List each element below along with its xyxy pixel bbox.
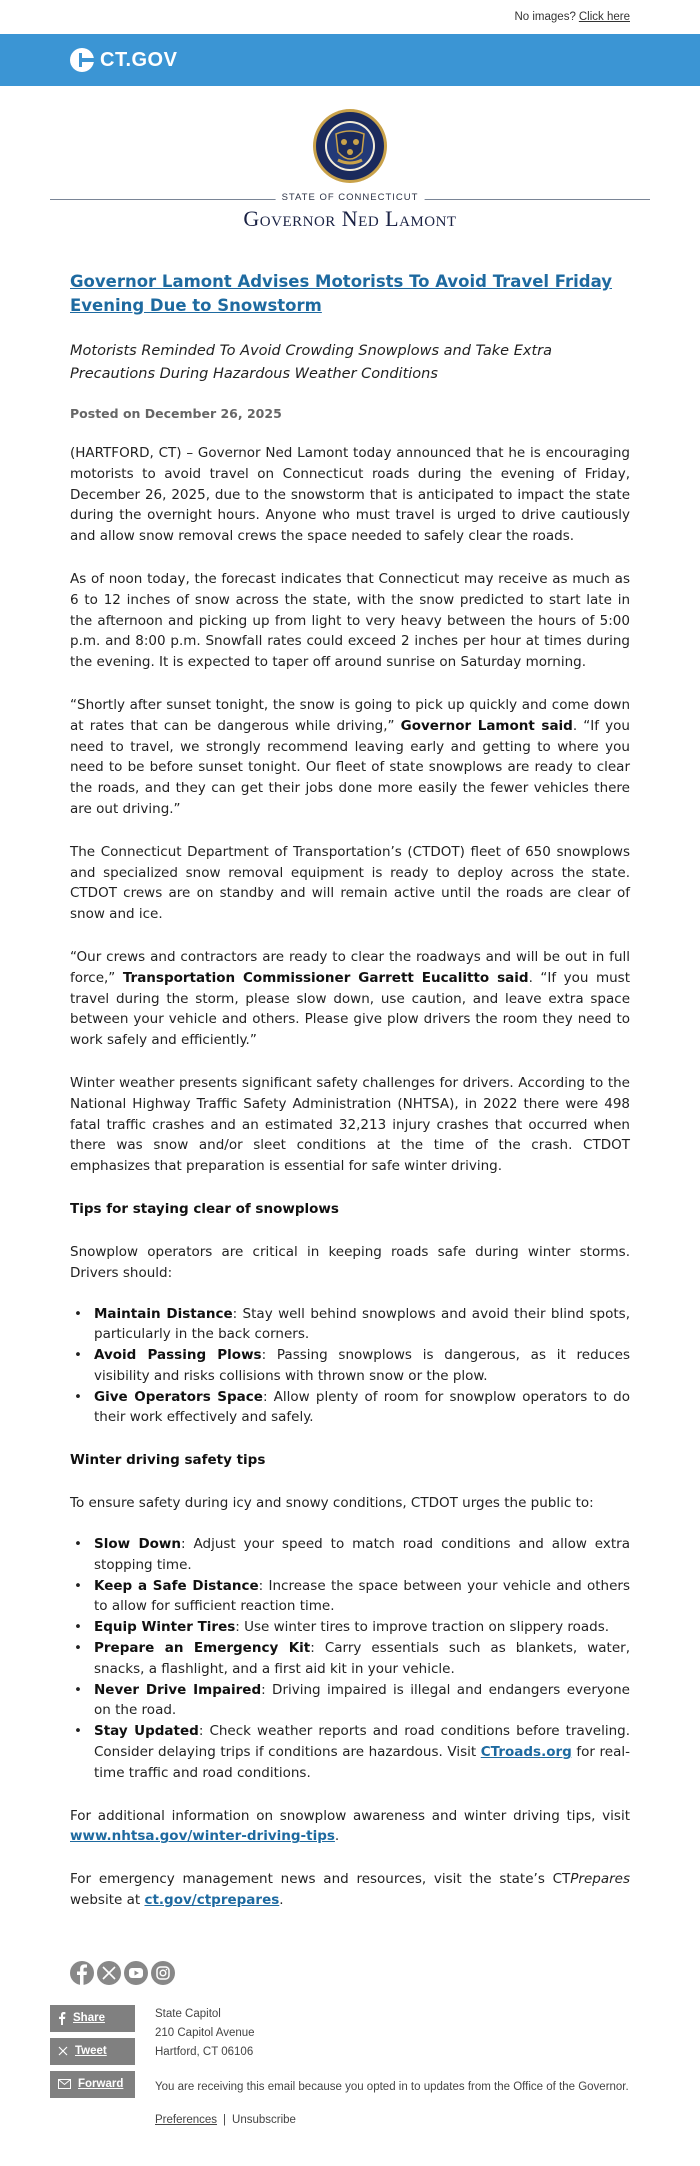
tip-term: Prepare an Emergency Kit [94,1640,311,1657]
section-heading-winter-driving: Winter driving safety tips [70,1452,266,1469]
paragraph-6: Winter weather presents significant safety challenges for drivers. According to the National Highway Traffic Safety Administration (NHTSA), in 2022 there were 498 fatal traffic crashes and an estimated 32,213 injury crashes that occurred when there was snow and/or sleet conditions at the time of the crash. CTDOT emphasizes that preparation is essential for safe winter driving. [70,1074,630,1175]
preheader [0,0,700,34]
footer-links [155,2111,629,2130]
tip-term: Maintain Distance [94,1305,233,1322]
footer [0,2005,700,2160]
tip-text: : Check weather reports and road conditions before traveling. Consider delaying trips if conditions are hazardous. Visit [94,1723,630,1761]
preferences-link[interactable]: Preferences [155,2113,218,2126]
tip-term: Give Operators Space [94,1388,263,1405]
article-subheadline: Motorists Reminded To Avoid Crowding Snowplows and Take Extra Precautions During Hazardous Weather Conditions [70,343,552,382]
unsubscribe-link[interactable]: Unsubscribe [232,2113,296,2126]
paragraph-7 [70,1806,630,1848]
ctprepares-link[interactable]: ct.gov/ctprepares [144,1892,280,1909]
instagram-icon[interactable] [151,1961,175,1985]
no-images-text: No images? [514,11,576,23]
list-item [94,1345,630,1387]
social-icons [0,1961,700,1985]
address-line: 210 Capitol Avenue [155,2026,255,2039]
tip-text: : Adjust your speed to match road conditions and allow extra stopping time. [94,1536,630,1573]
optin-notice: You are receiving this email because you opted in to updates from the Office of the Governor. [155,2080,629,2093]
facebook-icon [58,2011,66,2025]
share-label: Share [73,2012,105,2025]
paragraph-3 [70,695,630,820]
winter-driving-tips-list [70,1534,630,1784]
tip-term: Slow Down [94,1536,182,1553]
tip-term: Stay Updated [94,1723,199,1740]
tip-text: : Stay well behind snowplows and avoid their blind spots, particularly in the back corners. [94,1305,630,1343]
share-button[interactable] [50,2005,135,2032]
tip-text: : Carry essentials such as blankets, water, snacks, a flashlight, and a first aid kit in your vehicle. [94,1640,630,1677]
tweet-button[interactable] [50,2038,135,2065]
tip-term: Equip Winter Tires [94,1619,236,1636]
list-item [94,1638,630,1680]
speaker-governor: Governor Lamont said [400,717,573,734]
section-intro: Snowplow operators are critical in keeping roads safe during winter storms. Drivers should: [70,1243,630,1281]
seal-container [0,86,700,184]
ctprepares-italic: Prepares [570,1871,630,1888]
x-icon [58,2046,68,2056]
forward-button[interactable] [50,2071,135,2098]
list-item [94,1617,630,1638]
ct-gov-logo-text: CT.GOV [100,48,178,71]
quote-text: . “If you must travel during the storm, please slow down, use caution, and leave extra space between your vehicle and others. Please give plow drivers the room they need to work safely and efficiently.” [70,969,631,1049]
governor-title: Governor Ned Lamont [243,206,457,231]
paragraph-5 [70,947,630,1051]
x-icon[interactable] [97,1961,121,1985]
tip-term: Avoid Passing Plows [94,1347,262,1364]
address-line: State Capitol [155,2007,221,2020]
forward-label: Forward [78,2078,124,2091]
article [0,270,700,1911]
speaker-commissioner: Transportation Commissioner Garrett Eucalitto said [122,969,529,986]
info-text: For emergency management news and resources, visit the state’s CT [70,1871,571,1888]
governor-seal-icon [312,108,388,184]
posted-date: Posted on December 26, 2025 [70,406,282,421]
youtube-icon[interactable] [124,1961,148,1985]
tip-text: : Increase the space between your vehicle and others to allow for sufficient reaction time. [94,1577,630,1615]
punctuation: . [334,1828,340,1845]
tip-text: : Passing snowplows is dangerous, as it reduces visibility and risks collisions with thrown snow or the plow. [94,1347,630,1384]
info-text: website at [70,1892,145,1909]
paragraph-8 [70,1869,630,1911]
envelope-icon [58,2079,71,2089]
section-intro: To ensure safety during icy and snowy conditions, CTDOT urges the public to: [70,1495,594,1512]
share-buttons [50,2005,135,2130]
section-heading-snowplow-tips: Tips for staying clear of snowplows [70,1200,339,1217]
click-here-link[interactable]: Click here [578,11,630,23]
tip-text: : Use winter tires to improve traction on slippery roads. [235,1619,610,1636]
paragraph-2: As of noon today, the forecast indicates that Connecticut may receive as much as 6 to 12 inches of snow across the state, with the snow predicted to start late in the afternoon and picking up from light to very heavy between the hours of 5:00 p.m. and 8:00 p.m. Snowfall rates could exceed 2 inches per hour at times during the evening. It is expected to taper off around sunrise on Saturday morning. [70,570,630,671]
tip-text: : Allow plenty of room for snowplow operators to do their work effectively and safely. [94,1388,630,1426]
footer-info [155,2005,629,2130]
separator: | [223,2113,227,2126]
quote-text: “Shortly after sunset tonight, the snow is going to pick up quickly and come down at rates that can be dangerous while driving,” [70,696,630,734]
list-item [94,1680,630,1722]
nhtsa-link[interactable]: www.nhtsa.gov/winter-driving-tips [70,1828,335,1845]
ct-gov-banner [0,34,700,86]
masthead-rule [50,192,650,206]
paragraph-1: (HARTFORD, CT) – Governor Ned Lamont today announced that he is encouraging motorists to avoid travel on Connecticut roads during the evening of Friday, December 26, 2025, due to the snowstorm that is anticipated to impact the state during the overnight hours. Anyone who must travel is urged to drive cautiously and allow snow removal crews the space needed to safely clear the roads. [70,445,630,545]
list-item [94,1721,630,1783]
state-label: STATE OF CONNECTICUT [276,192,425,203]
article-headline[interactable]: Governor Lamont Advises Motorists To Avoid Travel Friday Evening Due to Snowstorm [70,272,612,315]
quote-text: . “If you need to travel, we strongly recommend leaving early and getting to where you need to be before sunset tonight. Our fleet of state snowplows are ready to clear the roads, and they can get their jobs done more easily the fewer vehicles there are out driving.” [70,717,630,817]
tip-term: Never Drive Impaired [94,1681,262,1698]
list-item [94,1387,630,1429]
paragraph-4: The Connecticut Department of Transportation’s (CTDOT) fleet of 650 snowplows and specialized snow removal equipment is ready to deploy across the state. CTDOT crews are on standby and will remain active until the roads are clear of snow and ice. [70,843,630,923]
facebook-icon[interactable] [70,1961,94,1985]
list-item [94,1304,630,1346]
tip-term: Keep a Safe Distance [94,1577,259,1594]
quote-text: “Our crews and contractors are ready to clear the roadways and will be out in full force,” [70,948,630,986]
ctroads-link[interactable]: CTroads.org [480,1744,572,1761]
list-item [94,1576,630,1618]
snowplow-tips-list [70,1304,630,1429]
ct-logo-icon [70,48,94,72]
punctuation: . [279,1892,284,1909]
tweet-label: Tweet [75,2045,107,2058]
tip-text: : Driving impaired is illegal and endangers everyone on the road. [94,1681,630,1719]
address-line: Hartford, CT 06106 [155,2045,254,2058]
list-item [94,1534,630,1576]
tip-text: for real-time traffic and road conditions. [94,1744,630,1781]
ct-gov-logo[interactable] [70,48,177,72]
info-text: For additional information on snowplow awareness and winter driving tips, visit [70,1807,630,1824]
